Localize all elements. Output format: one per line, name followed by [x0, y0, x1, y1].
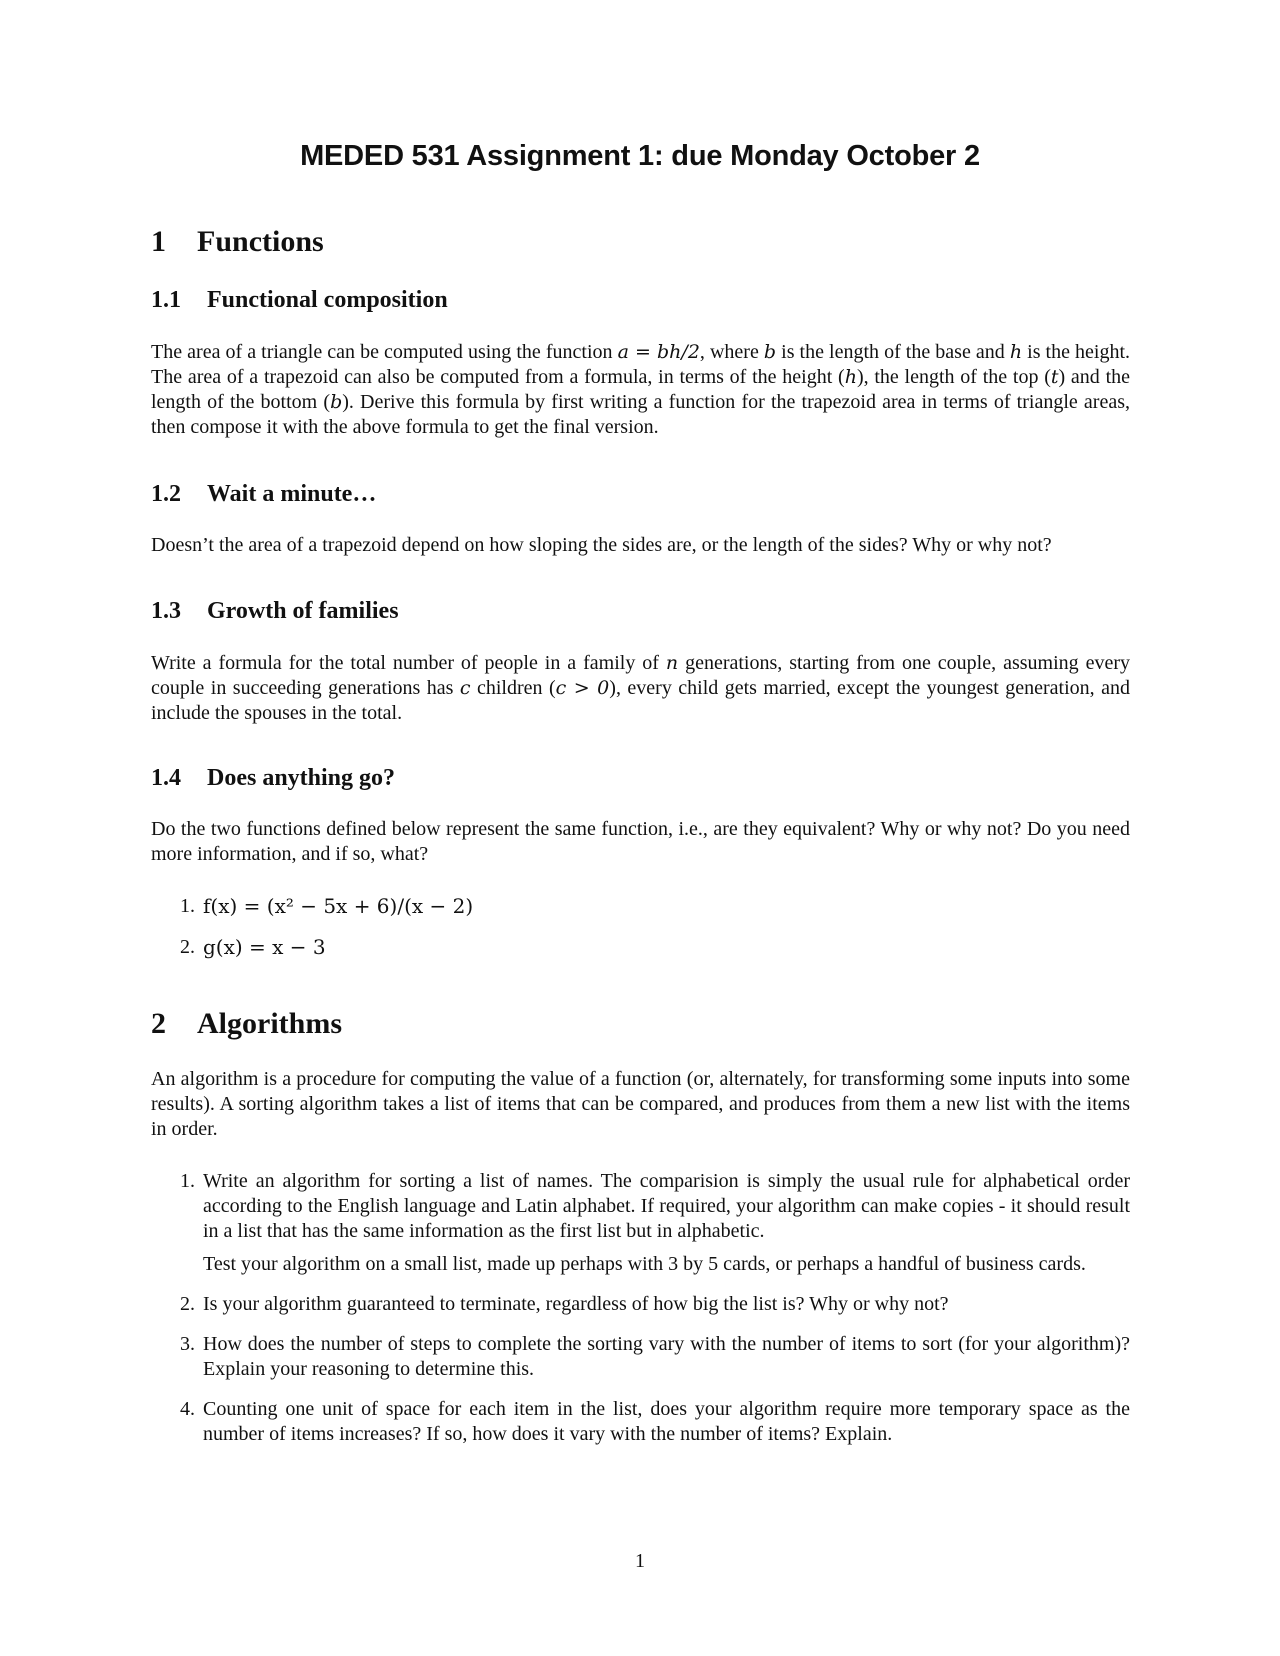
subsection-growth-of-families	[151, 595, 1130, 627]
paragraph-functional-composition: The area of a triangle can be computed using the function a = bh/2, where b is the length of the base and h is the height. The area of a trapezoid can also be computed from a formula, in terms of the height (h), the length of the top (t) and the length of the bottom (b). Derive this formula by first writing a function for the trapezoid area in terms of triangle areas, then compose it with the above formula to get the final version.	[151, 341, 1131, 438]
paragraph-wait-a-minute: Doesn’t the area of a trapezoid depend on how sloping the sides are, or the length of the sides? Why or why not?	[151, 534, 1052, 556]
paragraph-growth-of-families: Write a formula for the total number of people in a family of n generations, starting from one couple, assuming every couple in succeeding generations has c children (c > 0), every child gets married, except the youngest generation, and include the spouses in the total.	[151, 652, 1131, 724]
list-item: 4. Counting one unit of space for each item in the list, does your algorithm require more temporary space as the number of items increases? If so, how does it vary with the number of items? Explain.	[180, 1398, 1130, 1445]
list-item: 1. f(x) = (x² − 5x + 6)/(x − 2)	[180, 894, 474, 918]
document-title: MEDED 531 Assignment 1: due Monday October 2	[300, 140, 980, 172]
subsection-heading: 1.3 Growth of families	[151, 598, 399, 624]
subsection-wait-a-minute	[151, 478, 1130, 510]
section-heading: 1 Functions	[151, 225, 324, 258]
section-algorithms	[151, 1004, 1130, 1044]
subsection-functional-composition	[151, 284, 1130, 316]
subsection-does-anything-go	[151, 762, 1130, 794]
paragraph-algorithms-intro: An algorithm is a procedure for computing the value of a function (or, alternately, for transforming some inputs into some results). A sorting algorithm takes a list of items that can be compared, and produces from them a new list with the items in order.	[151, 1068, 1130, 1140]
list-item: 2. g(x) = x − 3	[180, 935, 326, 959]
paragraph-does-anything-go: Do the two functions defined below represent the same function, i.e., are they equivalent? Why or why not? Do you need more information, and if so, what?	[151, 818, 1130, 865]
subsection-heading: 1.2 Wait a minute…	[151, 481, 377, 507]
section-heading: 2 Algorithms	[151, 1007, 342, 1040]
list-item: 2. Is your algorithm guaranteed to terminate, regardless of how big the list is? Why or why not?	[180, 1293, 949, 1315]
function-list	[151, 894, 1130, 960]
list-item: 3. How does the number of steps to complete the sorting vary with the number of items to sort (for your algorithm)? Explain your reasoning to determine this.	[180, 1333, 1130, 1380]
list-item: 1. Write an algorithm for sorting a list of names. The comparision is simply the usual rule for alphabetical order according to the English language and Latin alphabet. If required, your algorithm can make copies - it should result in a list that has the same information as the first list but in alphabetic. Test your algorithm on a small list, made up perhaps with 3 by 5 cards, or perhaps a handful of business cards.	[180, 1170, 1130, 1275]
subsection-heading: 1.4 Does anything go?	[151, 765, 396, 791]
page-number: 1	[635, 1550, 645, 1572]
section-functions	[151, 222, 1130, 262]
algorithm-question-list	[151, 1169, 1130, 1447]
subsection-heading: 1.1 Functional composition	[151, 287, 448, 313]
